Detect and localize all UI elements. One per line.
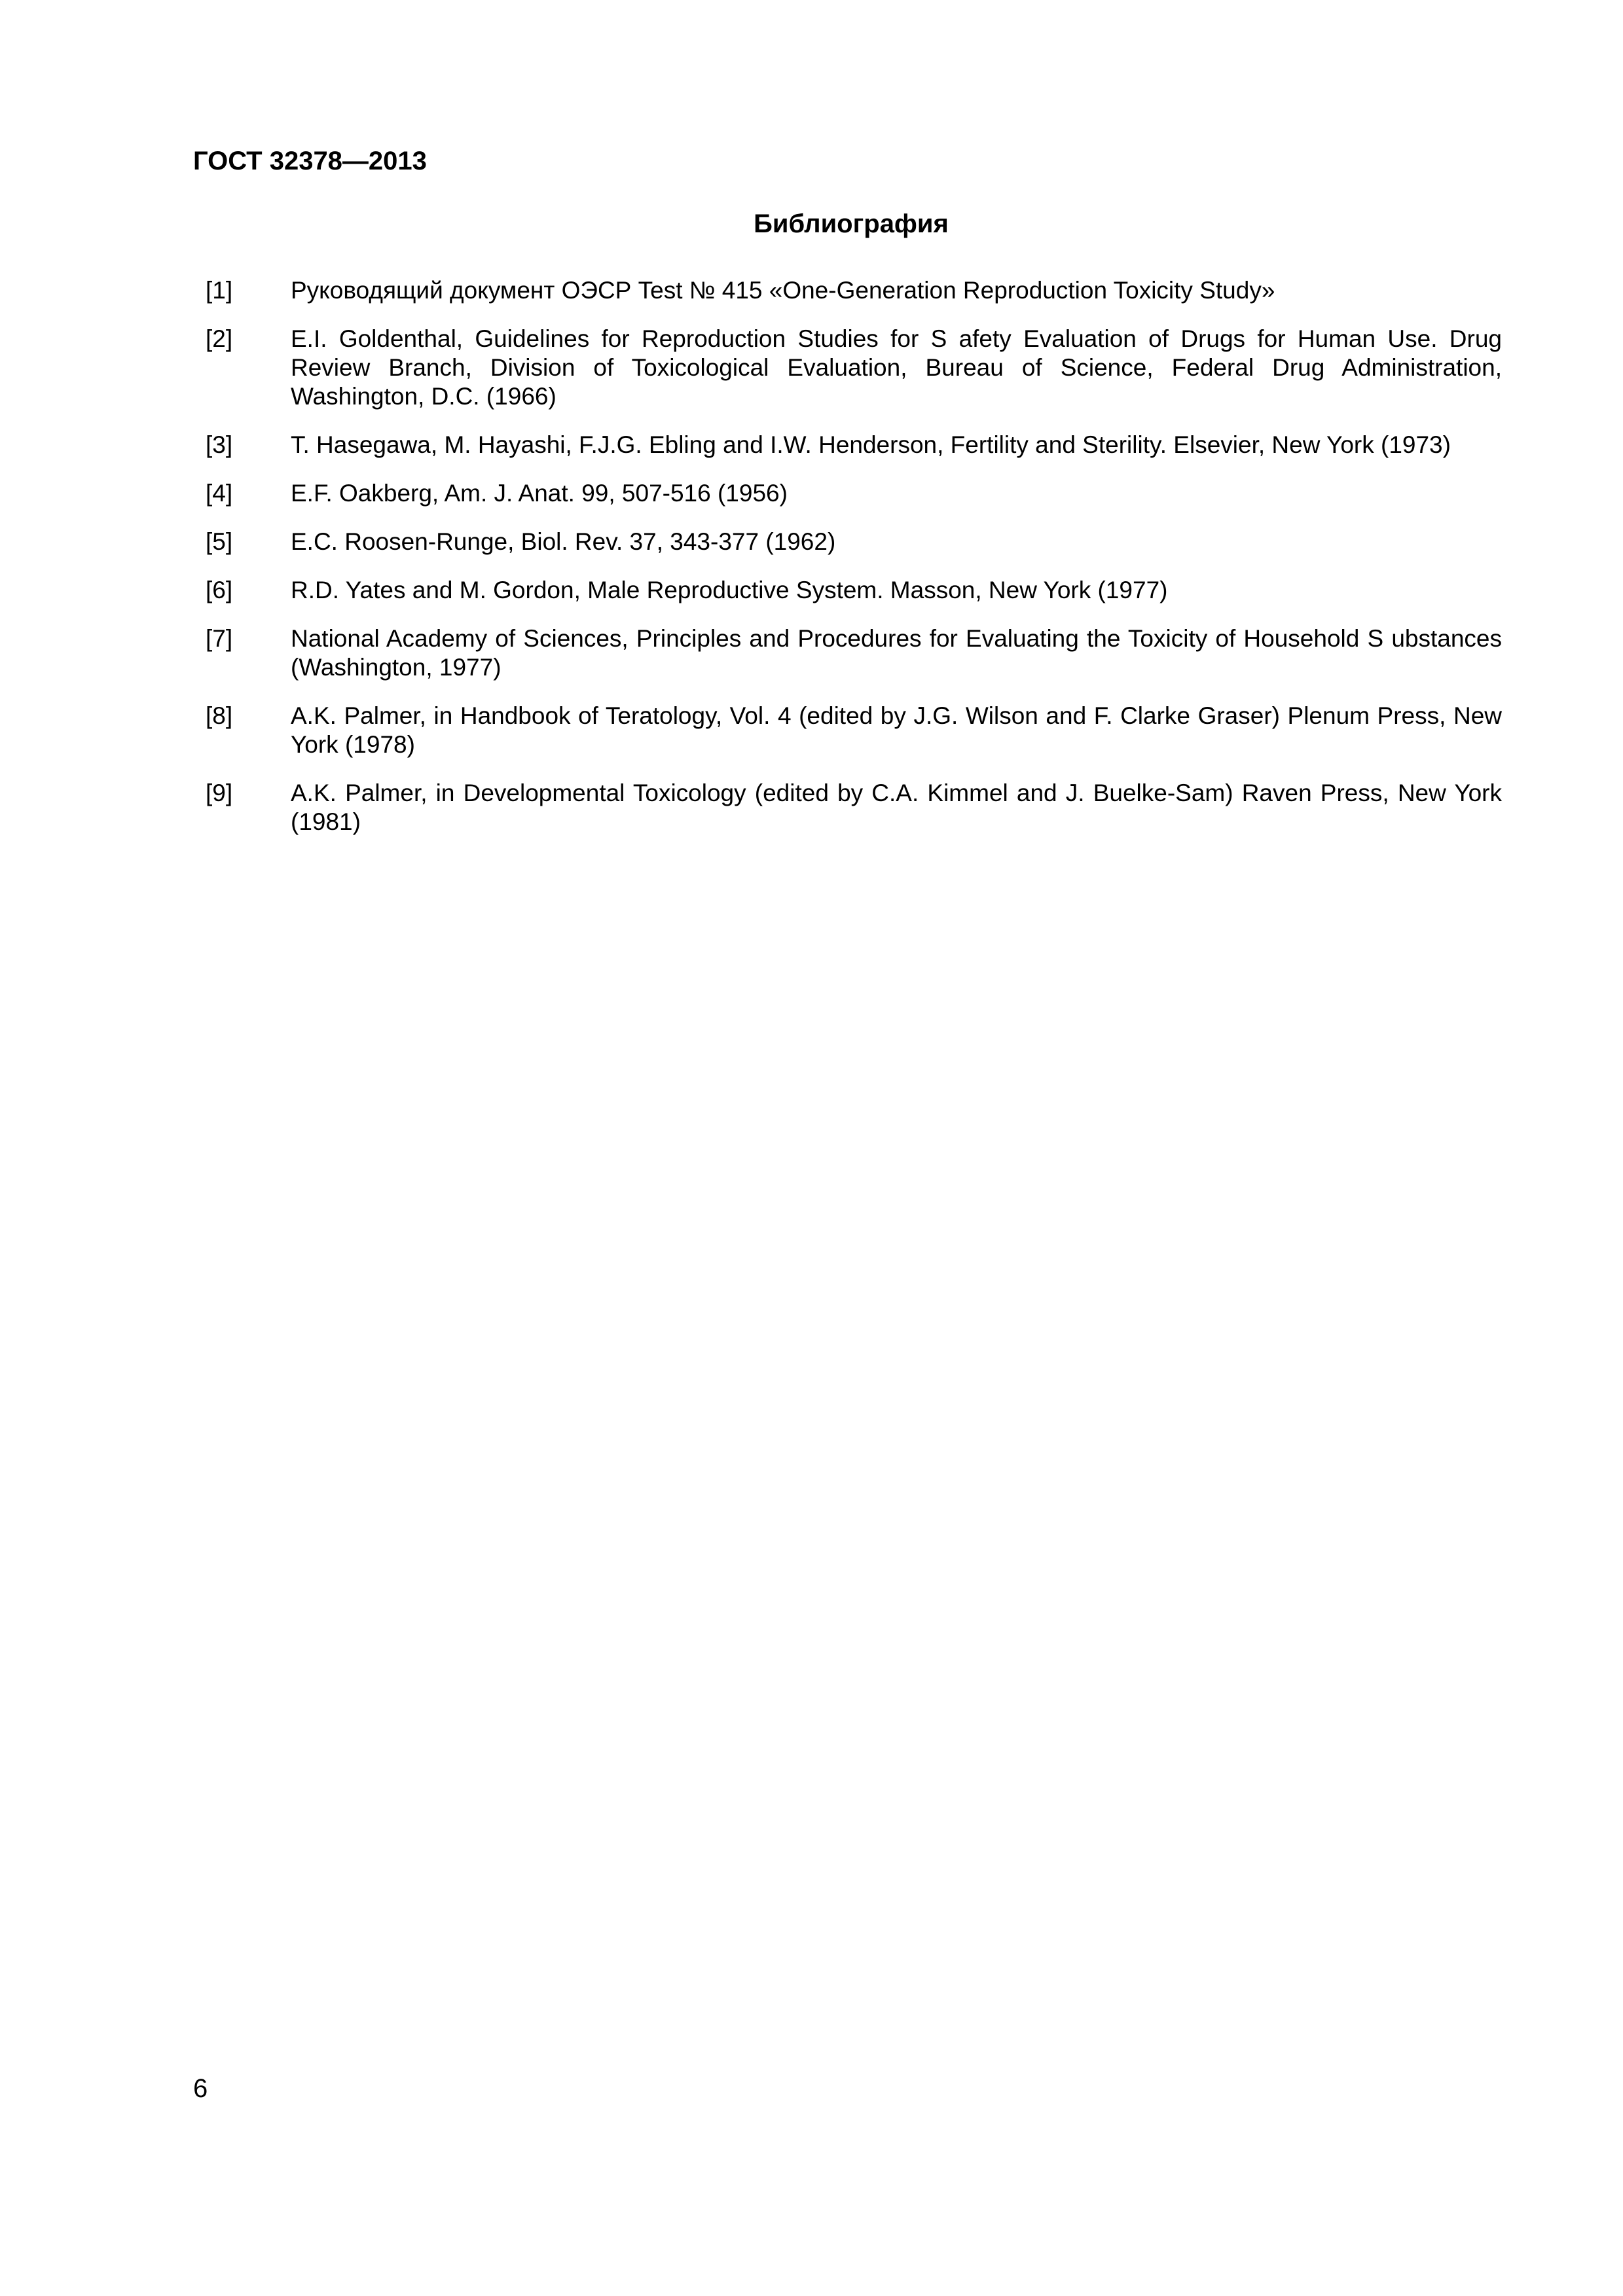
reference-text: National Academy of Sciences, Principles and Procedures for Evaluating the Toxicity of Household S ubstances (Washington, 1977)	[291, 625, 1502, 681]
reference-number: [8]	[206, 702, 233, 729]
reference-number: [4]	[206, 480, 233, 507]
reference-number: [7]	[206, 625, 233, 652]
bibliography-title: Библиография	[754, 209, 949, 238]
bibliography-list	[206, 276, 1502, 856]
reference-number: [3]	[206, 431, 233, 458]
reference-text: E.C. Roosen-Runge, Biol. Rev. 37, 343-377 (1962)	[291, 528, 836, 555]
reference-text: T. Hasegawa, M. Hayashi, F.J.G. Ebling and I.W. Henderson, Fertility and Sterility. Elsevier, New York (1973)	[291, 431, 1451, 458]
bibliography-item	[206, 576, 1502, 605]
bibliography-item	[206, 702, 1502, 759]
reference-number: [2]	[206, 325, 233, 352]
reference-number: [5]	[206, 528, 233, 555]
reference-text: E.I. Goldenthal, Guidelines for Reproduction Studies for S afety Evaluation of Drugs for Human Use. Drug Review Branch, Division of Toxicological Evaluation, Bureau of Science, Federal Drug Administration, Washington, D.C. (1966)	[291, 325, 1502, 410]
reference-text: R.D. Yates and M. Gordon, Male Reproductive System. Masson, New York (1977)	[291, 577, 1168, 603]
reference-text: Руководящий документ ОЭСР Test № 415 «One-Generation Reproduction Toxicity Study»	[291, 277, 1275, 304]
reference-text: A.K. Palmer, in Developmental Toxicology (edited by C.A. Kimmel and J. Buelke-Sam) Raven Press, New York (1981)	[291, 780, 1502, 835]
reference-text: A.K. Palmer, in Handbook of Teratology, Vol. 4 (edited by J.G. Wilson and F. Clarke Graser) Plenum Press, New York (1978)	[291, 702, 1502, 758]
reference-number: [6]	[206, 577, 233, 603]
bibliography-item	[206, 431, 1502, 459]
page-number: 6	[193, 2074, 208, 2103]
reference-number: [1]	[206, 277, 233, 304]
bibliography-item	[206, 779, 1502, 836]
bibliography-item	[206, 276, 1502, 305]
bibliography-item	[206, 624, 1502, 682]
reference-number: [9]	[206, 780, 233, 806]
bibliography-item	[206, 325, 1502, 411]
bibliography-item	[206, 479, 1502, 508]
document-code: ГОСТ 32378—2013	[193, 147, 427, 175]
reference-text: E.F. Oakberg, Am. J. Anat. 99, 507-516 (1956)	[291, 480, 788, 507]
bibliography-item	[206, 528, 1502, 556]
